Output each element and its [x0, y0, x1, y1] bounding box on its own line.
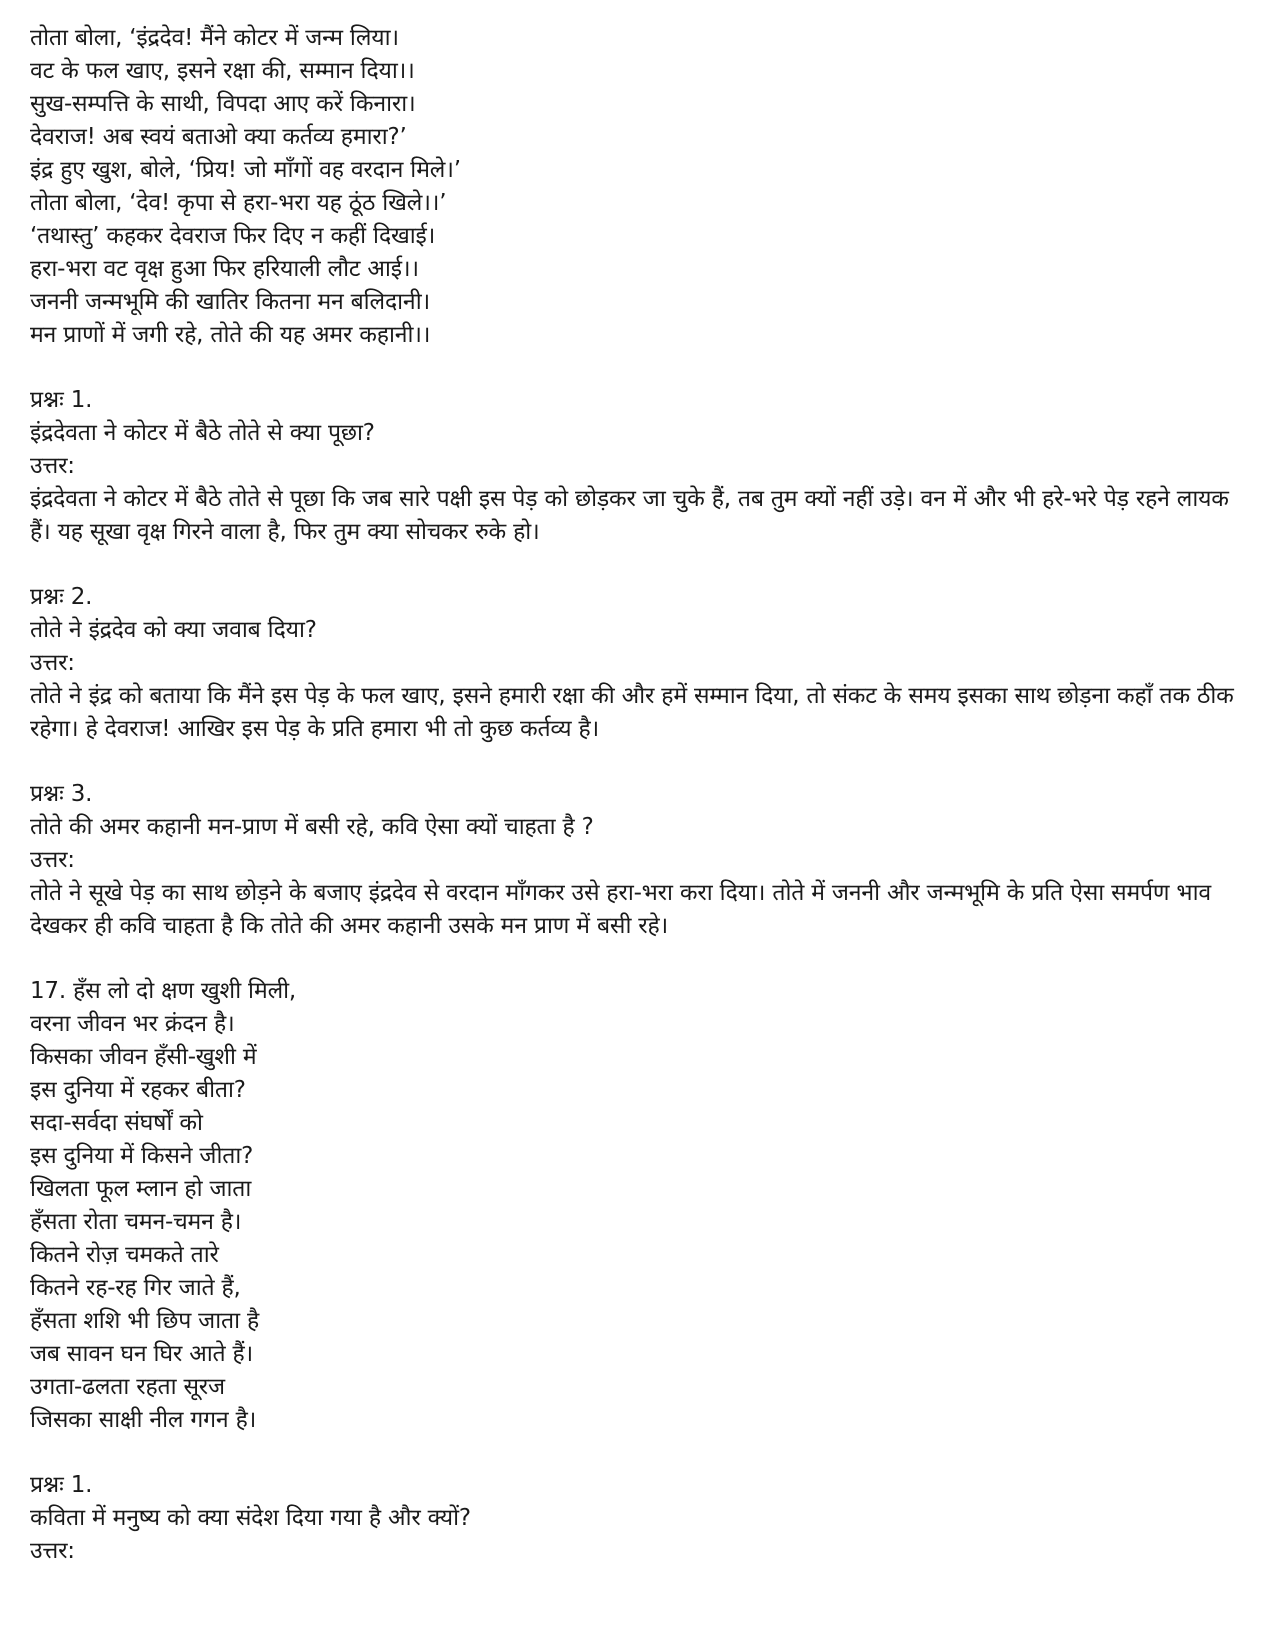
- poem-line: जब सावन घन घिर आते हैं।: [30, 1341, 254, 1367]
- poem-stanza-parrot: [30, 22, 1245, 352]
- poem-line: वरना जीवन भर क्रंदन है।: [30, 1011, 235, 1037]
- poem-line: किसका जीवन हँसी-खुशी में: [30, 1044, 257, 1070]
- poem-line: वट के फल खाए, इसने रक्षा की, सम्मान दिया।।: [30, 58, 415, 84]
- poem-line: ‘तथास्तु’ कहकर देवराज फिर दिए न कहीं दिखाई।: [30, 223, 436, 249]
- question-label: प्रश्नः 1.: [30, 1472, 93, 1498]
- poem-line: इस दुनिया में किसने जीता?: [30, 1143, 254, 1169]
- poem-line: जिसका साक्षी नील गगन है।: [30, 1407, 257, 1433]
- question-text: कविता में मनुष्य को क्या संदेश दिया गया है और क्यों?: [30, 1505, 471, 1531]
- poem-line: जननी जन्मभूमि की खातिर कितना मन बलिदानी।: [30, 289, 430, 315]
- question-text: तोते ने इंद्रदेव को क्या जवाब दिया?: [30, 617, 317, 643]
- poem-line: हँसता रोता चमन-चमन है।: [30, 1209, 242, 1235]
- question-text: इंद्रदेवता ने कोटर में बैठे तोते से क्या पूछा?: [30, 420, 375, 446]
- poem-line: कितने रह-रह गिर जाते हैं,: [30, 1275, 241, 1301]
- poem-line: इंद्र हुए खुश, बोले, ‘प्रिय! जो माँगों वह वरदान मिले।’: [30, 157, 461, 183]
- poem-line: हरा-भरा वट वृक्ष हुआ फिर हरियाली लौट आई।।: [30, 256, 419, 282]
- poem-stanza-laughter: [30, 975, 1245, 1437]
- poem-line: खिलता फूल म्लान हो जाता: [30, 1176, 252, 1202]
- answer-text: तोते ने सूखे पेड़ का साथ छोड़ने के बजाए इंद्रदेव से वरदान माँगकर उसे हरा-भरा करा दिया। तोते में जननी और जन्मभूमि के प्रति ऐसा समर्पण भाव देखकर ही कवि चाहता है कि तोते की अमर कहानी उसके मन प्राण में बसी रहे।: [30, 880, 1211, 939]
- question-block: [30, 778, 1245, 943]
- poem-line: मन प्राणों में जगी रहे, तोते की यह अमर कहानी।।: [30, 322, 431, 348]
- question-label: प्रश्नः 2.: [30, 584, 93, 610]
- answer-text: तोते ने इंद्र को बताया कि मैंने इस पेड़ के फल खाए, इसने हमारी रक्षा की और हमें सम्मान दिया, तो संकट के समय इसका साथ छोड़ना कहाँ तक ठीक रहेगा। हे देवराज! आखिर इस पेड़ के प्रति हमारा भी तो कुछ कर्तव्य है।: [30, 683, 1234, 742]
- poem-line: सदा-सर्वदा संघर्षों को: [30, 1110, 203, 1136]
- question-label: प्रश्नः 1.: [30, 387, 93, 413]
- question-block: [30, 581, 1245, 746]
- poem-line: कितने रोज़ चमकते तारे: [30, 1242, 219, 1268]
- poem-line: तोता बोला, ‘इंद्रदेव! मैंने कोटर में जन्म लिया।: [30, 25, 399, 51]
- answer-text: इंद्रदेवता ने कोटर में बैठे तोते से पूछा कि जब सारे पक्षी इस पेड़ को छोड़कर जा चुके हैं, तब तुम क्यों नहीं उड़े। वन में और भी हरे-भरे पेड़ रहने लायक हैं। यह सूखा वृक्ष गिरने वाला है, फिर तुम क्या सोचकर रुके हो।: [30, 486, 1229, 545]
- poem-line: उगता-ढलता रहता सूरज: [30, 1374, 225, 1400]
- poem-line: सुख-सम्पत्ति के साथी, विपदा आए करें किनारा।: [30, 91, 416, 117]
- answer-label: उत्तर:: [30, 1538, 75, 1564]
- question-block: [30, 384, 1245, 549]
- poem-line: 17. हँस लो दो क्षण खुशी मिली,: [30, 978, 297, 1004]
- question-text: तोते की अमर कहानी मन-प्राण में बसी रहे, कवि ऐसा क्यों चाहता है ?: [30, 814, 594, 840]
- poem-line: देवराज! अब स्वयं बताओ क्या कर्तव्य हमारा?’: [30, 124, 407, 150]
- poem-line: तोता बोला, ‘देव! कृपा से हरा-भरा यह ठूंठ खिले।।’: [30, 190, 447, 216]
- poem-line: इस दुनिया में रहकर बीता?: [30, 1077, 246, 1103]
- question-label: प्रश्नः 3.: [30, 781, 93, 807]
- poem-line: हँसता शशि भी छिप जाता है: [30, 1308, 259, 1334]
- answer-label: उत्तर:: [30, 847, 75, 873]
- document-page: [30, 22, 1245, 1568]
- question-block: [30, 1469, 1245, 1568]
- answer-label: उत्तर:: [30, 453, 75, 479]
- answer-label: उत्तर:: [30, 650, 75, 676]
